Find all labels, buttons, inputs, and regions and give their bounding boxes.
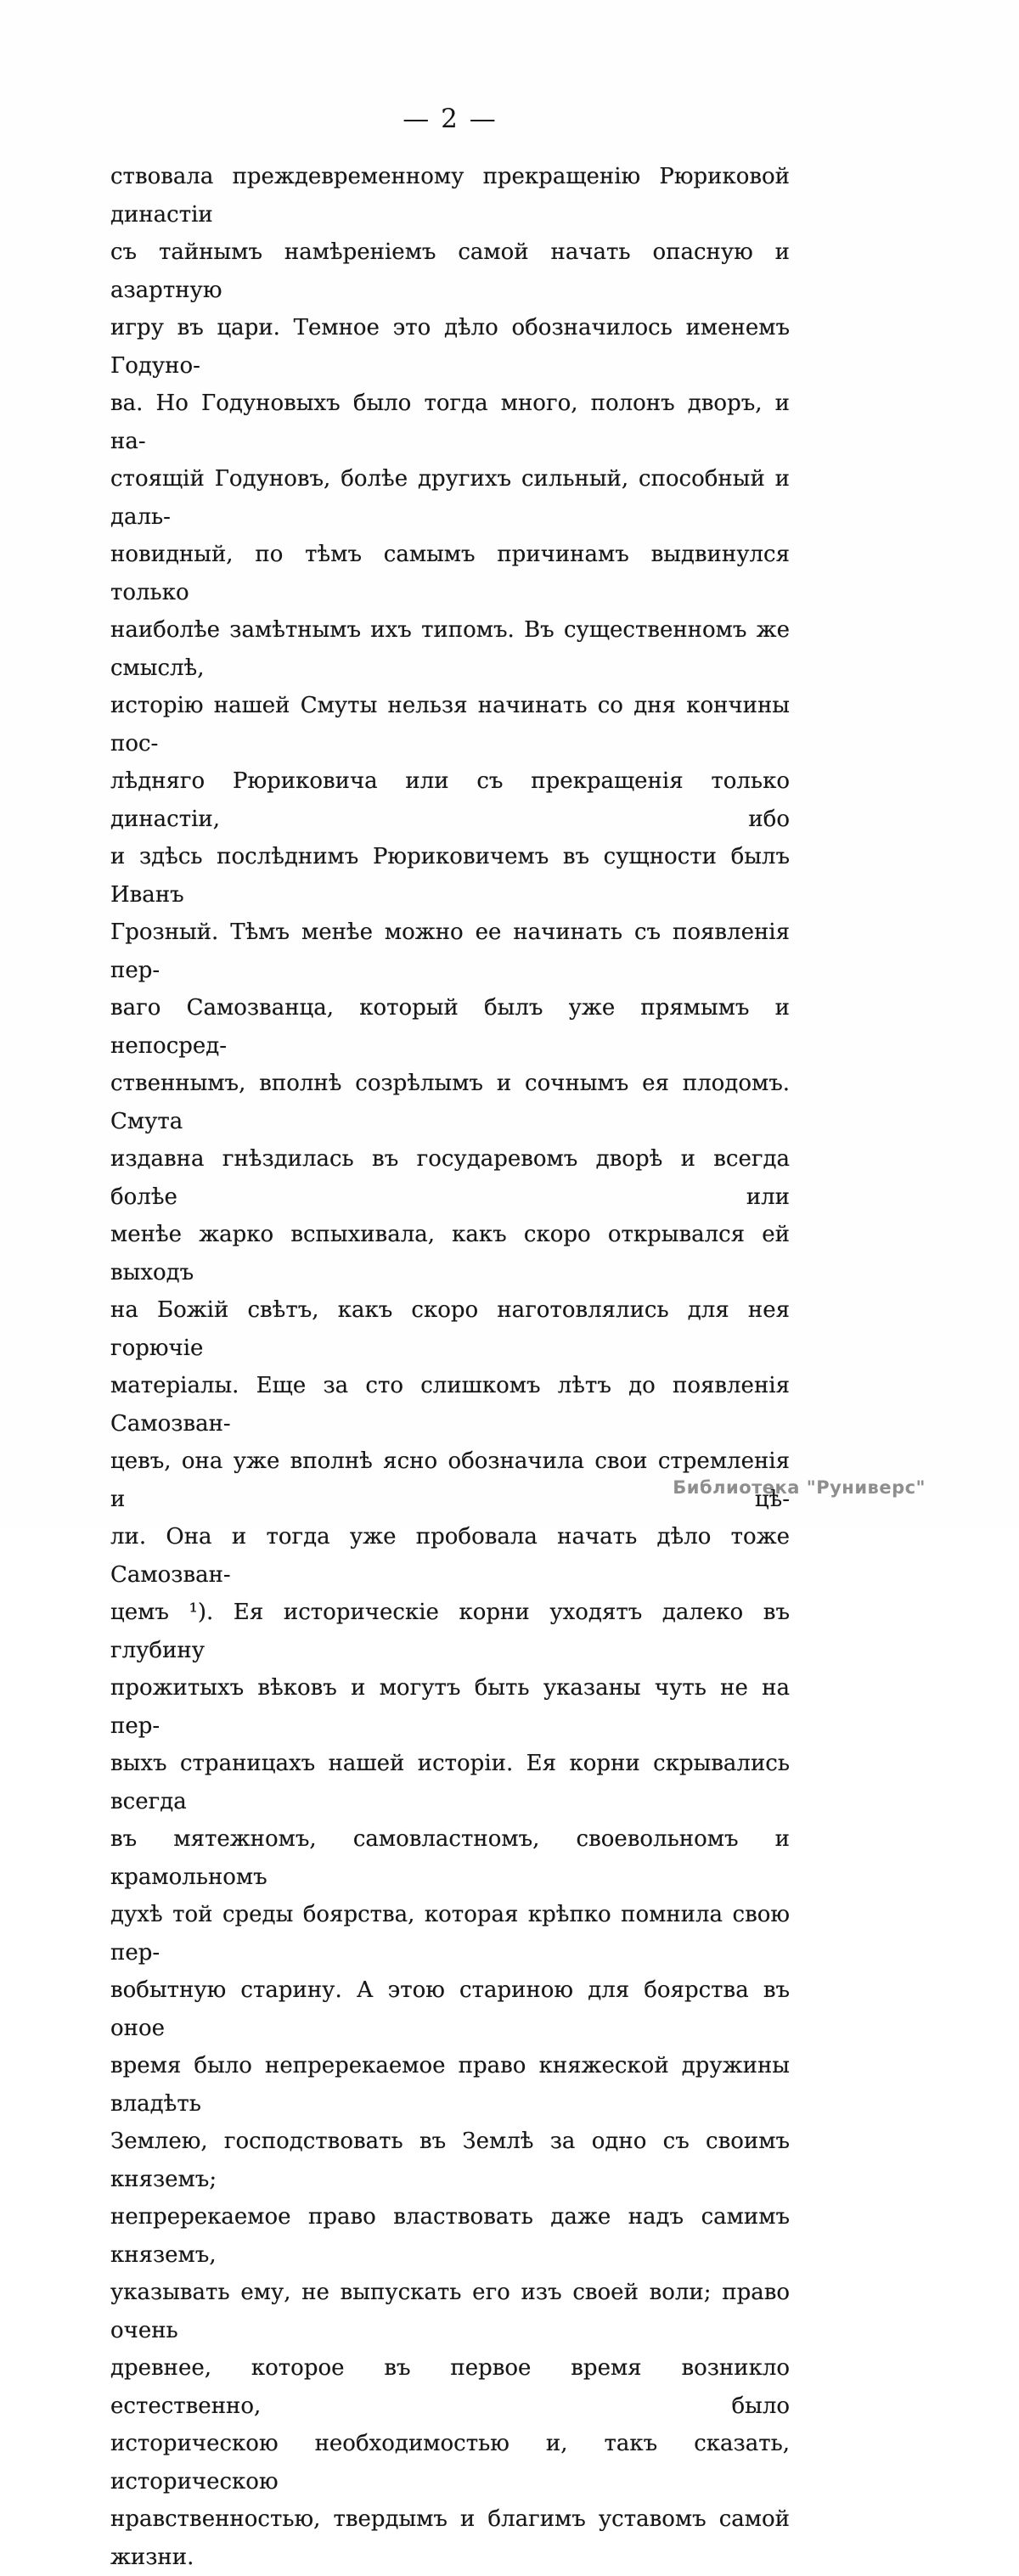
text-line: выхъ страницахъ нашей исторіи. Ея корни скрывались всегда (110, 1751, 790, 1814)
text-line: время было непререкаемое право княжеской дружины владѣть (110, 2053, 790, 2117)
text-line: новидный, по тѣмъ самымъ причинамъ выдвинулся только (110, 542, 790, 605)
text-line: цевъ, она уже вполнѣ ясно обозначила свои стремленія и цѣ- (110, 1448, 790, 1512)
text-line: ственнымъ, вполнѣ созрѣлымъ и сочнымъ ея плодомъ. Смута (110, 1071, 790, 1134)
text-line: ваго Самозванца, который былъ уже прямымъ и непосред- (110, 995, 790, 1059)
text-lines (110, 158, 790, 2576)
text-line: историческою необходимостью и, такъ сказать, историческою (110, 2431, 790, 2494)
text-line: менѣе жарко вспыхивала, какъ скоро открывался ей выходъ (110, 1222, 790, 1285)
text-line: Грозный. Тѣмъ менѣе можно ее начинать съ появленія пер- (110, 920, 790, 983)
text-line: непререкаемое право властвовать даже надъ самимъ княземъ, (110, 2204, 790, 2268)
text-line: игру въ цари. Темное это дѣло обозначилось именемъ Годуно- (110, 315, 790, 379)
text-line: цемъ ¹). Ея историческіе корни уходятъ далеко въ глубину (110, 1600, 790, 1663)
text-line: въ мятежномъ, самовластномъ, своевольномъ и крамольномъ (110, 1826, 790, 1890)
text-line: издавна гнѣздилась въ государевомъ дворѣ и всегда болѣе или (110, 1146, 790, 1210)
text-line: наиболѣе замѣтнымъ ихъ типомъ. Въ существенномъ же смыслѣ, (110, 617, 790, 681)
text-line: вобытную старину. А этою стариною для боярства въ оное (110, 1977, 790, 2041)
text-line: нравственностью, твердымъ и благимъ уставомъ самой жизни. (110, 2506, 790, 2570)
text-line: ва. Но Годуновыхъ было тогда много, полонъ дворъ, и на- (110, 391, 790, 454)
text-line: Землею, господствовать въ Землѣ за одно съ своимъ княземъ; (110, 2129, 790, 2192)
text-line: и здѣсь послѣднимъ Рюриковичемъ въ сущности былъ Иванъ (110, 844, 790, 908)
text-line: ствовала преждевременному прекращенію Рюриковой династіи (110, 164, 790, 228)
library-watermark: Библиотека "Руниверс" (673, 1477, 926, 1498)
text-line: ли. Она и тогда уже пробовала начать дѣло тоже Самозван- (110, 1524, 790, 1588)
text-line: лѣдняго Рюриковича или съ прекращенія только династіи, ибо (110, 768, 790, 832)
text-line: исторію нашей Смуты нельзя начинать со дня кончины пос- (110, 693, 790, 756)
text-line: древнее, которое въ первое время возникло естественно, было (110, 2355, 790, 2419)
text-line: матеріалы. Еще за сто слишкомъ лѣтъ до появленія Самозван- (110, 1373, 790, 1437)
text-line: прожитыхъ вѣковъ и могутъ быть указаны чуть не на пер- (110, 1675, 790, 1739)
text-line: на Божій свѣтъ, какъ скоро наготовлялись для нея горючіе (110, 1297, 790, 1361)
text-line: стоящій Годуновъ, болѣе другихъ сильный, способный и даль- (110, 466, 790, 530)
text-line: духѣ той среды боярства, которая крѣпко помнила свою пер- (110, 1902, 790, 1966)
text-line: указывать ему, не выпускать его изъ своей воли; право очень (110, 2280, 790, 2343)
page-number: — 2 — (403, 104, 498, 134)
text-line: съ тайнымъ намѣреніемъ самой начать опасную и азартную (110, 239, 790, 303)
